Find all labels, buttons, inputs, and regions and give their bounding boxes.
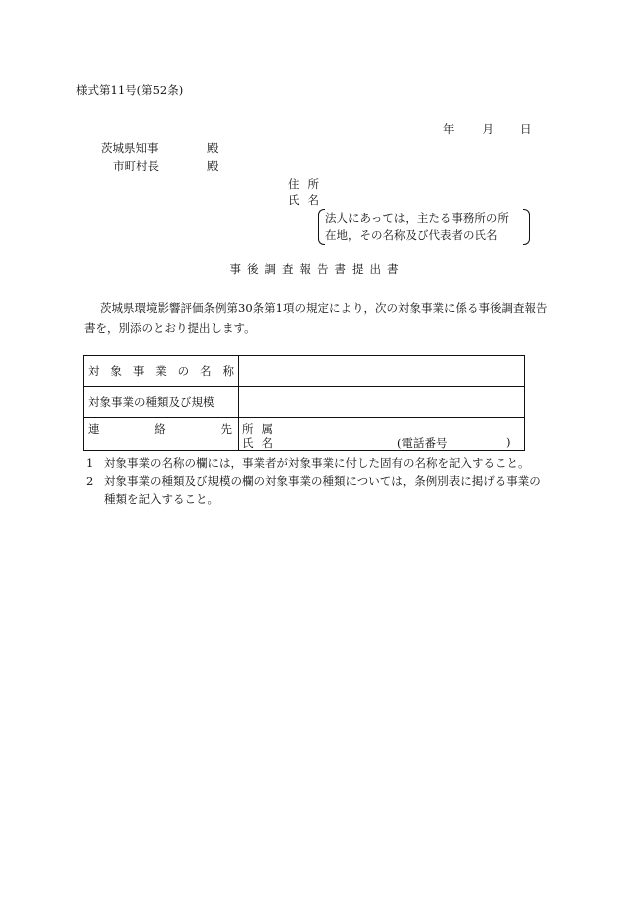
note-text: 対象事業の名称の欄には，事業者が対象事業に付した固有の名称を記入すること。 [104,456,530,470]
date-line [443,124,532,136]
date-month: 月 [482,122,494,136]
corporation-note-line: 法人にあっては，主たる事務所の所 [325,211,509,225]
corporation-note [318,209,530,245]
name-label: 氏名 [288,193,327,207]
table-row [84,387,525,418]
note-item [86,472,556,508]
table-row [84,356,525,387]
project-type-scale-field[interactable] [239,387,525,418]
addressee-honorific: 殿 [207,159,219,173]
left-bracket [318,209,325,245]
note-item [86,454,556,472]
note-text: 種類を記入すること。 [104,492,219,506]
address-label: 住所 [288,177,327,191]
project-type-scale-label: 対象事業の種類及び規模 [84,387,239,418]
affiliation-label: 所属 [242,422,281,436]
addressee-governor: 茨城県知事 [101,141,159,155]
note-text: 対象事業の種類及び規模の欄の対象事業の種類については，条例別表に掲げる事業の [104,474,541,488]
note-number: 2 [86,474,94,488]
date-day: 日 [520,122,532,136]
date-year: 年 [443,122,455,136]
body-text: 茨城県環境影響評価条例第30条第1項の規定により，次の対象事業に係る事後調査報告書を，別添のとおり提出します。 [84,301,548,335]
phone-label: (電話番号 [397,436,448,450]
project-name-label: 対 象 事 業 の 名 称 [84,356,239,387]
note-number: 1 [86,456,94,470]
addressee-mayor: 市町村長 [113,159,159,173]
table-row [84,418,525,451]
phone-close-paren: ) [506,435,511,449]
addressee-honorific: 殿 [207,141,219,155]
person-name-label: 氏名 [242,436,281,450]
project-name-field[interactable] [239,356,525,387]
contact-field[interactable] [239,418,525,451]
form-number: 様式第11号(第52条) [76,83,184,97]
project-info-table [83,355,525,451]
document-title: 事後調査報告書提出書 [229,262,405,276]
right-bracket [523,209,530,245]
corporation-note-line: 在地，その名称及び代表者の氏名 [325,228,498,242]
contact-label: 連 絡 先 [84,418,239,451]
